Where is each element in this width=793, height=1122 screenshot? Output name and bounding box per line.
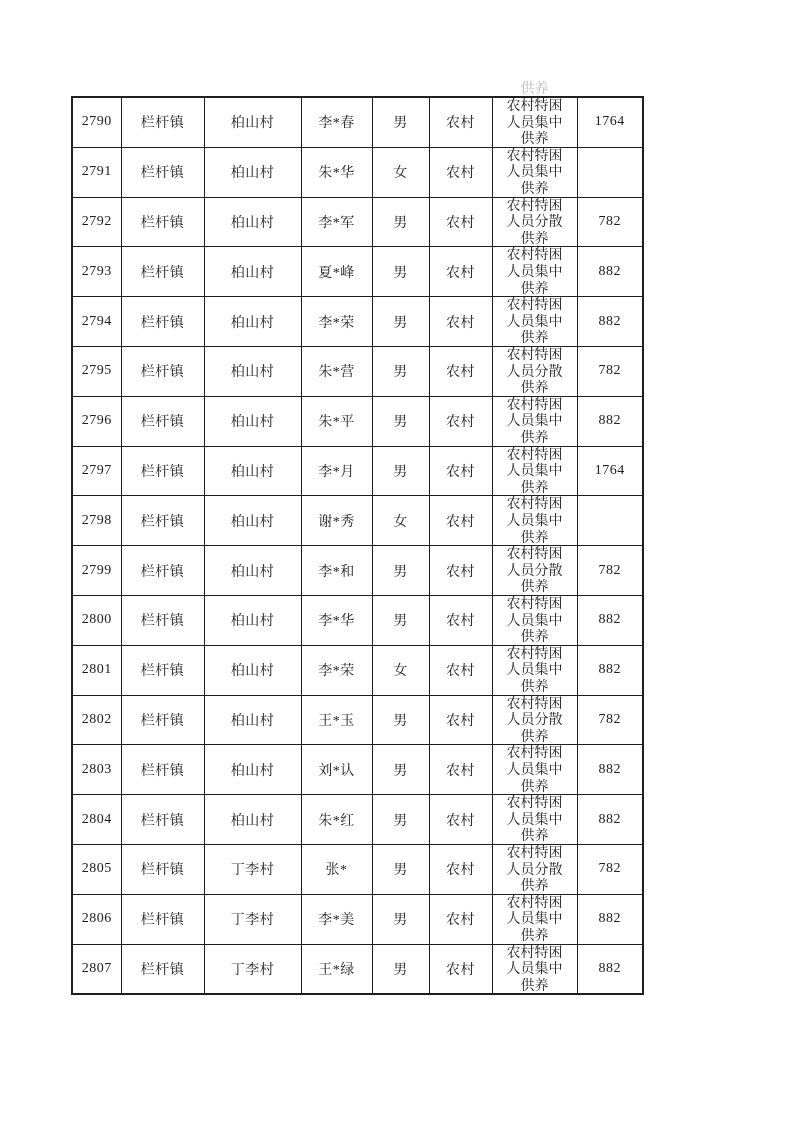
cell-serial: 2805 bbox=[72, 844, 121, 894]
category-text: 农村特困人员集中供养 bbox=[506, 447, 563, 496]
cell-area: 农村 bbox=[429, 297, 492, 347]
cell-serial: 2802 bbox=[72, 695, 121, 745]
category-text: 农村特困人员集中供养 bbox=[506, 148, 563, 197]
cell-name: 朱*平 bbox=[301, 396, 372, 446]
cell-category bbox=[492, 745, 577, 795]
cell-name: 朱*营 bbox=[301, 346, 372, 396]
cell-category bbox=[492, 147, 577, 197]
table-row bbox=[72, 795, 643, 845]
cell-gender: 男 bbox=[372, 944, 429, 994]
cell-serial: 2792 bbox=[72, 197, 121, 247]
cell-area: 农村 bbox=[429, 396, 492, 446]
cell-town: 栏杆镇 bbox=[121, 695, 204, 745]
cell-gender: 男 bbox=[372, 894, 429, 944]
welfare-support-table bbox=[71, 96, 644, 995]
cell-gender: 男 bbox=[372, 197, 429, 247]
cell-category bbox=[492, 595, 577, 645]
cell-village: 柏山村 bbox=[204, 645, 301, 695]
cell-village: 柏山村 bbox=[204, 546, 301, 596]
cell-town: 栏杆镇 bbox=[121, 446, 204, 496]
cell-name: 李*军 bbox=[301, 197, 372, 247]
table-row bbox=[72, 197, 643, 247]
cell-town: 栏杆镇 bbox=[121, 496, 204, 546]
cell-town: 栏杆镇 bbox=[121, 894, 204, 944]
table-row bbox=[72, 446, 643, 496]
cell-name: 李*荣 bbox=[301, 297, 372, 347]
cell-name: 张* bbox=[301, 844, 372, 894]
table-body bbox=[72, 97, 643, 994]
cell-name: 谢*秀 bbox=[301, 496, 372, 546]
cell-gender: 男 bbox=[372, 546, 429, 596]
cell-village: 柏山村 bbox=[204, 446, 301, 496]
cell-gender: 男 bbox=[372, 844, 429, 894]
prev-page-clipped-text bbox=[492, 82, 577, 97]
cell-amount: 882 bbox=[577, 595, 643, 645]
category-text: 农村特困人员分散供养 bbox=[506, 547, 563, 596]
cell-name: 夏*峰 bbox=[301, 247, 372, 297]
cell-gender: 女 bbox=[372, 645, 429, 695]
cell-amount: 782 bbox=[577, 346, 643, 396]
cell-gender: 男 bbox=[372, 396, 429, 446]
cell-serial: 2795 bbox=[72, 346, 121, 396]
cell-category bbox=[492, 247, 577, 297]
cell-area: 农村 bbox=[429, 944, 492, 994]
table-row bbox=[72, 396, 643, 446]
cell-area: 农村 bbox=[429, 446, 492, 496]
cell-amount: 882 bbox=[577, 297, 643, 347]
category-text: 农村特困人员分散供养 bbox=[506, 347, 563, 397]
category-text: 农村特困人员集中供养 bbox=[506, 99, 563, 148]
cell-amount: 882 bbox=[577, 645, 643, 695]
cell-area: 农村 bbox=[429, 894, 492, 944]
cell-village: 柏山村 bbox=[204, 97, 301, 147]
cell-town: 栏杆镇 bbox=[121, 645, 204, 695]
cell-category bbox=[492, 645, 577, 695]
cell-village: 丁李村 bbox=[204, 844, 301, 894]
cell-amount: 882 bbox=[577, 396, 643, 446]
cell-name: 李*春 bbox=[301, 97, 372, 147]
cell-gender: 男 bbox=[372, 346, 429, 396]
cell-area: 农村 bbox=[429, 496, 492, 546]
cell-gender: 男 bbox=[372, 745, 429, 795]
cell-name: 李*美 bbox=[301, 894, 372, 944]
table-row bbox=[72, 844, 643, 894]
cell-town: 栏杆镇 bbox=[121, 147, 204, 197]
cell-town: 栏杆镇 bbox=[121, 396, 204, 446]
cell-town: 栏杆镇 bbox=[121, 297, 204, 347]
category-text: 农村特困人员集中供养 bbox=[506, 596, 563, 646]
category-text: 农村特困人员集中供养 bbox=[506, 397, 563, 446]
cell-area: 农村 bbox=[429, 197, 492, 247]
table-row bbox=[72, 595, 643, 645]
cell-serial: 2793 bbox=[72, 247, 121, 297]
cell-serial: 2803 bbox=[72, 745, 121, 795]
cell-amount: 782 bbox=[577, 695, 643, 745]
cell-village: 柏山村 bbox=[204, 147, 301, 197]
cell-village: 柏山村 bbox=[204, 346, 301, 396]
cell-amount: 882 bbox=[577, 795, 643, 845]
table-row bbox=[72, 695, 643, 745]
cell-town: 栏杆镇 bbox=[121, 745, 204, 795]
category-text: 农村特困人员集中供养 bbox=[506, 746, 563, 795]
cell-village: 柏山村 bbox=[204, 297, 301, 347]
cell-town: 栏杆镇 bbox=[121, 546, 204, 596]
cell-name: 李*荣 bbox=[301, 645, 372, 695]
cell-area: 农村 bbox=[429, 546, 492, 596]
cell-category bbox=[492, 396, 577, 446]
cell-area: 农村 bbox=[429, 97, 492, 147]
cell-amount: 1764 bbox=[577, 446, 643, 496]
cell-category bbox=[492, 546, 577, 596]
category-text: 农村特困人员集中供养 bbox=[506, 646, 563, 695]
cell-name: 刘*认 bbox=[301, 745, 372, 795]
cell-area: 农村 bbox=[429, 695, 492, 745]
cell-name: 李*月 bbox=[301, 446, 372, 496]
cell-area: 农村 bbox=[429, 795, 492, 845]
cell-serial: 2797 bbox=[72, 446, 121, 496]
cell-area: 农村 bbox=[429, 247, 492, 297]
cell-village: 柏山村 bbox=[204, 695, 301, 745]
table-row bbox=[72, 944, 643, 994]
cell-gender: 男 bbox=[372, 795, 429, 845]
cell-amount: 882 bbox=[577, 745, 643, 795]
cell-village: 丁李村 bbox=[204, 944, 301, 994]
cell-category bbox=[492, 297, 577, 347]
table-row bbox=[72, 546, 643, 596]
category-text: 农村特困人员集中供养 bbox=[506, 298, 563, 347]
cell-town: 栏杆镇 bbox=[121, 944, 204, 994]
cell-amount: 782 bbox=[577, 844, 643, 894]
cell-serial: 2794 bbox=[72, 297, 121, 347]
cell-serial: 2801 bbox=[72, 645, 121, 695]
cell-gender: 男 bbox=[372, 595, 429, 645]
cell-village: 柏山村 bbox=[204, 247, 301, 297]
cell-village: 柏山村 bbox=[204, 595, 301, 645]
cell-gender: 男 bbox=[372, 297, 429, 347]
cell-village: 柏山村 bbox=[204, 396, 301, 446]
cell-category bbox=[492, 346, 577, 396]
cell-category bbox=[492, 197, 577, 247]
cell-category bbox=[492, 844, 577, 894]
cell-town: 栏杆镇 bbox=[121, 346, 204, 396]
cell-category bbox=[492, 695, 577, 745]
cell-serial: 2796 bbox=[72, 396, 121, 446]
category-text: 农村特困人员集中供养 bbox=[506, 895, 563, 944]
cell-serial: 2799 bbox=[72, 546, 121, 596]
category-text: 农村特困人员集中供养 bbox=[506, 796, 563, 845]
cell-village: 丁李村 bbox=[204, 894, 301, 944]
cell-area: 农村 bbox=[429, 346, 492, 396]
cell-amount: 882 bbox=[577, 894, 643, 944]
cell-town: 栏杆镇 bbox=[121, 844, 204, 894]
cell-category bbox=[492, 944, 577, 994]
cell-name: 王*绿 bbox=[301, 944, 372, 994]
cell-serial: 2807 bbox=[72, 944, 121, 994]
cell-village: 柏山村 bbox=[204, 496, 301, 546]
cell-category bbox=[492, 795, 577, 845]
cell-gender: 女 bbox=[372, 496, 429, 546]
cell-town: 栏杆镇 bbox=[121, 247, 204, 297]
cell-category bbox=[492, 894, 577, 944]
document-page-table-area bbox=[71, 82, 644, 995]
cell-amount: 782 bbox=[577, 546, 643, 596]
cell-category bbox=[492, 496, 577, 546]
cell-serial: 2791 bbox=[72, 147, 121, 197]
table-row bbox=[72, 645, 643, 695]
cell-name: 李*华 bbox=[301, 595, 372, 645]
table-row bbox=[72, 745, 643, 795]
cell-gender: 男 bbox=[372, 695, 429, 745]
cell-area: 农村 bbox=[429, 645, 492, 695]
table-row bbox=[72, 894, 643, 944]
cell-category bbox=[492, 97, 577, 147]
category-text: 农村特困人员集中供养 bbox=[506, 945, 563, 994]
cell-village: 柏山村 bbox=[204, 795, 301, 845]
cell-name: 王*玉 bbox=[301, 695, 372, 745]
cell-serial: 2800 bbox=[72, 595, 121, 645]
cell-name: 李*和 bbox=[301, 546, 372, 596]
table-row bbox=[72, 297, 643, 347]
category-text: 农村特困人员分散供养 bbox=[506, 845, 563, 895]
cell-village: 柏山村 bbox=[204, 745, 301, 795]
cell-gender: 男 bbox=[372, 247, 429, 297]
cell-amount bbox=[577, 496, 643, 546]
cell-area: 农村 bbox=[429, 745, 492, 795]
cell-village: 柏山村 bbox=[204, 197, 301, 247]
table-row bbox=[72, 147, 643, 197]
cell-serial: 2790 bbox=[72, 97, 121, 147]
category-text: 农村特困人员分散供养 bbox=[506, 198, 563, 247]
cell-gender: 女 bbox=[372, 147, 429, 197]
cell-name: 朱*华 bbox=[301, 147, 372, 197]
cell-gender: 男 bbox=[372, 97, 429, 147]
cell-serial: 2804 bbox=[72, 795, 121, 845]
cell-town: 栏杆镇 bbox=[121, 197, 204, 247]
cell-serial: 2798 bbox=[72, 496, 121, 546]
table-row bbox=[72, 496, 643, 546]
table-row bbox=[72, 97, 643, 147]
cell-name: 朱*红 bbox=[301, 795, 372, 845]
cell-town: 栏杆镇 bbox=[121, 97, 204, 147]
cell-area: 农村 bbox=[429, 595, 492, 645]
cell-town: 栏杆镇 bbox=[121, 795, 204, 845]
cell-amount: 882 bbox=[577, 247, 643, 297]
category-text: 农村特困人员集中供养 bbox=[506, 248, 563, 297]
cell-amount: 1764 bbox=[577, 97, 643, 147]
cell-serial: 2806 bbox=[72, 894, 121, 944]
cell-town: 栏杆镇 bbox=[121, 595, 204, 645]
table-row bbox=[72, 346, 643, 396]
cell-gender: 男 bbox=[372, 446, 429, 496]
cell-area: 农村 bbox=[429, 147, 492, 197]
category-text: 农村特困人员集中供养 bbox=[506, 497, 563, 546]
cell-amount bbox=[577, 147, 643, 197]
prev-page-clipped-text-value: 供养 bbox=[520, 82, 549, 97]
cell-amount: 782 bbox=[577, 197, 643, 247]
category-text: 农村特困人员分散供养 bbox=[506, 696, 563, 745]
cell-area: 农村 bbox=[429, 844, 492, 894]
cell-category bbox=[492, 446, 577, 496]
cell-amount: 882 bbox=[577, 944, 643, 994]
table-row bbox=[72, 247, 643, 297]
